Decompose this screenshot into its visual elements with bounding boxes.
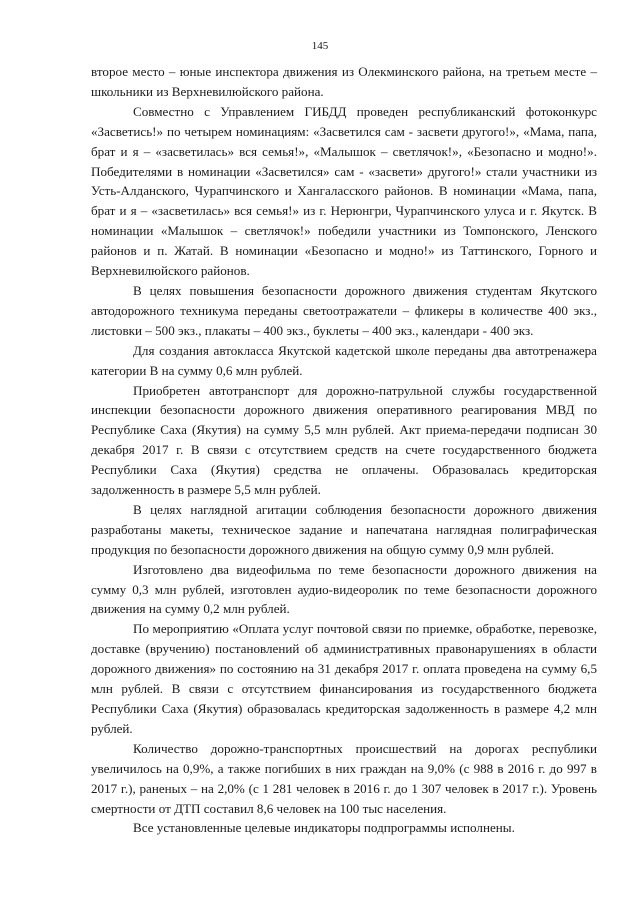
paragraph: Приобретен автотранспорт для дорожно-патрульной службы государственной инспекции безопасности дорожного движения оперативного реагирования МВД по Республике Саха (Якутия) на сумму 5,5 млн рублей. Акт приема-передачи подписан 30 декабря 2017 г. В связи с отсутствием средств на счете государственного бюджета Республики Саха (Якутия) средства не оплачены. Образовалась кредиторская задолженность в размере 5,5 млн рублей.	[91, 382, 597, 498]
paragraph: Количество дорожно-транспортных происшествий на дорогах республики увеличилось на 0,9%, а также погибших в них граждан на 9,0% (с 988 в 2016 г. до 997 в 2017 г.), раненых – на 2,0% (с 1 281 человек в 2016 г. до 1 307 человек в 2017 г.). Уровень смертности от ДТП составил 8,6 человек на 100 тыс населения.	[91, 740, 597, 816]
paragraph: Изготовлено два видеофильма по теме безопасности дорожного движения на сумму 0,3 млн рублей, изготовлен аудио-видеоролик по теме безопасности дорожного движения на сумму 0,2 млн рублей.	[91, 561, 597, 617]
page-number: 145	[311, 40, 329, 52]
paragraph: Все установленные целевые индикаторы подпрограммы исполнены.	[133, 820, 515, 836]
paragraph: В целях повышения безопасности дорожного движения студентам Якутского автодорожного техникума переданы светоотражатели – фликеры в количестве 400 экз., листовки – 500 экз., плакаты – 400 экз., буклеты – 400 экз., календари - 400 экз.	[91, 282, 597, 338]
paragraph: второе место – юные инспектора движения из Олекминского района, на третьем месте – школьники из Верхневилюйского района.	[91, 64, 597, 99]
document-body	[91, 62, 597, 838]
paragraph: Совместно с Управлением ГИБДД проведен республиканский фотоконкурс «Засветись!» по четырем номинациям: «Засветился сам - засвети другого!», «Мама, папа, брат и я – «засветилась» вся семья!», «Малышок – светлячок!», «Безопасно и модно!». Победителями в номинации «Засветился» сам - «засвети» другого!» стали участники из Усть-Алданского, Чурапчинского и Хангаласского районов. В номинации «Мама, папа, брат и я – «засветилась» вся семья!» из г. Нерюнгри, Чурапчинского улуса и г. Якутск. В номинации «Малышок – светлячок!» победили участники из Томпонского, Ленского районов и п. Жатай. В номинации «Безопасно и модно!» из Таттинского, Горного и Верхневилюйского районов.	[91, 103, 597, 279]
paragraph: По мероприятию «Оплата услуг почтовой связи по приемке, обработке, перевозке, доставке (вручению) постановлений об административных правонарушениях в области дорожного движения» по состоянию на 31 декабря 2017 г. оплата проведена на сумму 6,5 млн рублей. В связи с отсутствием финансирования из государственного бюджета Республики Саха (Якутия) образовалась кредиторская задолженность в размере 4,2 млн рублей.	[91, 621, 597, 736]
paragraph: В целях наглядной агитации соблюдения безопасности дорожного движения разработаны макеты, техническое задание и напечатана наглядная полиграфическая продукция по безопасности дорожного движения на общую сумму 0,9 млн рублей.	[91, 501, 597, 557]
paragraph: Для создания автокласса Якутской кадетской школе переданы два автотренажера категории В на сумму 0,6 млн рублей.	[91, 342, 597, 378]
